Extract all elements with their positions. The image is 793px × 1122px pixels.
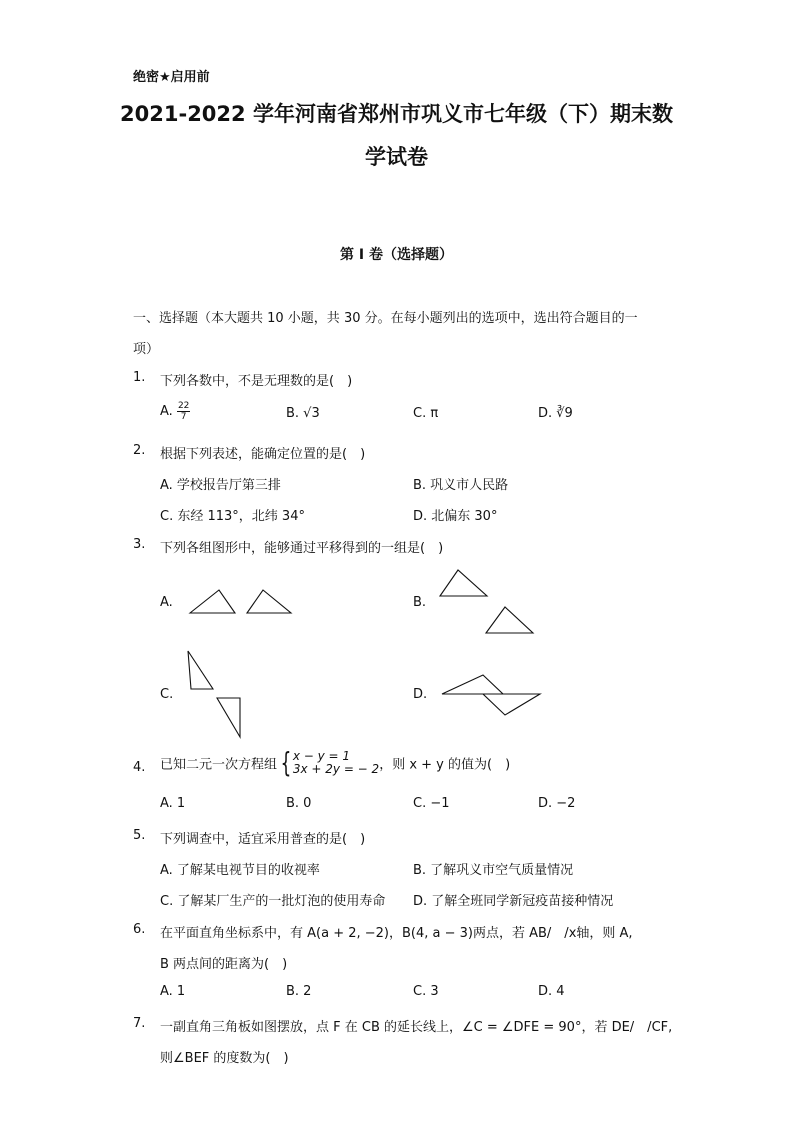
secret-label: 绝密★启用前 (133, 70, 210, 85)
triangle-a2 (247, 590, 291, 613)
question-7-number: 7. (133, 1016, 146, 1031)
fraction-numerator: 22 (177, 401, 190, 411)
q2-option-b: B. 巩义市人民路 (413, 478, 509, 493)
question-2-text: 根据下列表述，能确定位置的是( ) (160, 447, 366, 462)
q4-option-a: A. 1 (160, 796, 186, 811)
triangle-d2 (483, 694, 540, 715)
q5-option-a: A. 了解某电视节目的收视率 (160, 863, 320, 878)
question-7-text-line1: 一副直角三角板如图摆放，点 F 在 CB 的延长线上，∠C = ∠DFE = 90°，若 DE/ /CF, (160, 1020, 673, 1035)
section-instructions-line2: 项） (133, 342, 160, 357)
q2-option-c: C. 东经 113°，北纬 34° (160, 509, 305, 524)
triangle-a1 (190, 590, 235, 613)
q4-text-post: ，则 x + y 的值为( ) (379, 757, 511, 773)
q4-option-d: D. −2 (538, 796, 576, 811)
question-1-text: 下列各数中，不是无理数的是( ) (160, 374, 353, 389)
fraction-denominator: 7 (180, 412, 187, 422)
question-4-number: 4. (133, 760, 146, 775)
section-instructions-line1: 一、选择题（本大题共 10 小题，共 30 分。在每小题列出的选项中，选出符合题目的一 (133, 311, 638, 326)
question-3-number: 3. (133, 537, 146, 552)
triangle-c1 (188, 651, 213, 689)
q4-equation-1: x − y = 1 (292, 749, 351, 763)
q4-equation-2: 3x + 2y = − 2 (292, 762, 380, 776)
question-2-number: 2. (133, 443, 146, 458)
triangle-d1 (442, 675, 503, 694)
question-1-number: 1. (133, 370, 146, 385)
q3-option-c-label: C. (160, 687, 174, 702)
q4-equation-system (293, 750, 379, 776)
question-6-text-line2: B 两点间的距离为( ) (160, 957, 288, 972)
q4-option-c: C. −1 (413, 796, 450, 811)
volume-heading: 第 I 卷（选择题） (340, 247, 453, 263)
question-3-text: 下列各组图形中，能够通过平移得到的一组是( ) (160, 541, 444, 556)
q4-text-pre: 已知二元一次方程组 (160, 757, 278, 773)
question-7-text-line2: 则∠BEF 的度数为( ) (160, 1051, 289, 1066)
question-5-number: 5. (133, 828, 146, 843)
q3-option-b-label: B. (413, 595, 427, 610)
q2-option-a: A. 学校报告厅第三排 (160, 478, 281, 493)
q1-option-c: C. π (413, 406, 439, 421)
q6-option-d: D. 4 (538, 984, 565, 999)
triangle-b2 (486, 607, 533, 633)
q3-option-d-label: D. (413, 687, 428, 702)
triangle-b1 (440, 570, 487, 596)
question-4-text (160, 746, 511, 779)
page-title-line1: 2021-2022 学年河南省郑州市巩义市七年级（下）期末数 (120, 102, 673, 126)
question-5-text: 下列调查中，适宜采用普查的是( ) (160, 832, 366, 847)
q3-option-a-figure (185, 585, 295, 617)
left-brace-icon: { (280, 746, 292, 779)
fraction-22-7 (177, 401, 190, 422)
q3-option-a-label: A. (160, 595, 173, 610)
q1-option-b: B. √3 (286, 406, 320, 421)
q1-option-a (160, 401, 190, 422)
q1-option-d: D. ∛9 (538, 406, 573, 421)
q6-option-b: B. 2 (286, 984, 312, 999)
q5-option-b: B. 了解巩义市空气质量情况 (413, 863, 574, 878)
q1-option-a-label: A. (160, 404, 173, 419)
q5-option-c: C. 了解某厂生产的一批灯泡的使用寿命 (160, 894, 386, 909)
page-title-line2: 学试卷 (365, 145, 428, 169)
triangle-c2 (217, 698, 240, 737)
question-6-number: 6. (133, 922, 146, 937)
q3-option-c-figure (182, 648, 247, 740)
q2-option-d: D. 北偏东 30° (413, 509, 498, 524)
q3-option-d-figure (438, 670, 544, 720)
q3-option-b-figure (436, 566, 536, 636)
q4-option-b: B. 0 (286, 796, 312, 811)
q6-option-a: A. 1 (160, 984, 186, 999)
q6-option-c: C. 3 (413, 984, 439, 999)
q5-option-d: D. 了解全班同学新冠疫苗接种情况 (413, 894, 614, 909)
question-6-text-line1: 在平面直角坐标系中，有 A(a + 2, −2)，B(4, a − 3)两点，若 AB/ /x轴，则 A, (160, 926, 633, 941)
